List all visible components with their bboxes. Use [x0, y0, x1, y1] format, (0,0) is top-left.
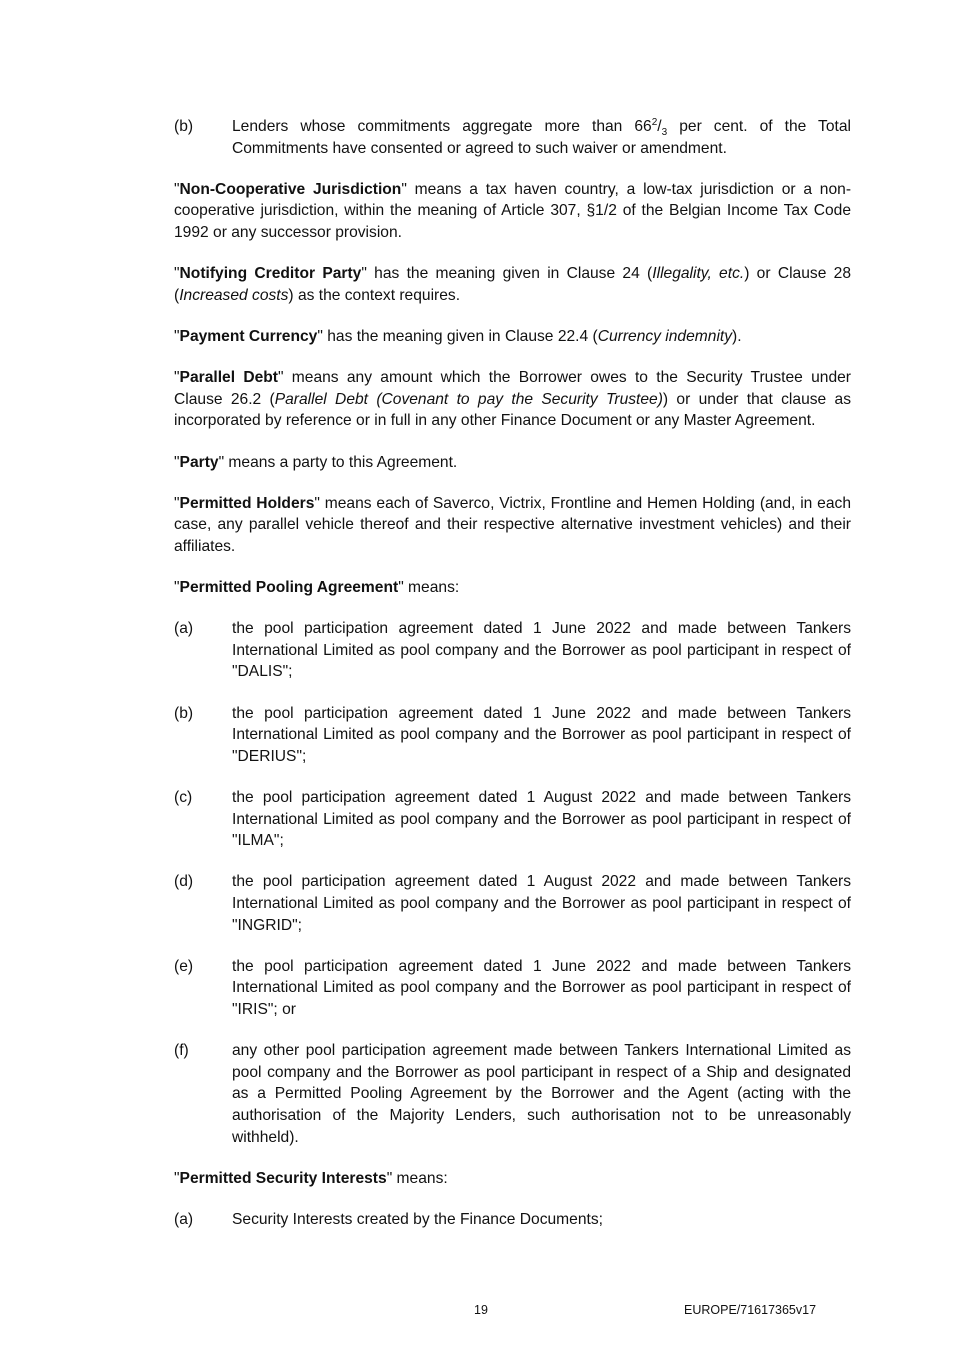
definition-party: "Party" means a party to this Agreement. [174, 453, 458, 471]
defined-term: Notifying Creditor Party [179, 265, 362, 283]
list-item [174, 956, 851, 1021]
list-item-label: (c) [174, 789, 193, 806]
definition-permitted-holders: "Permitted Holders" means each of Saverco, Victrix, Frontline and Hemen Holding (and, in each case, any parallel vehicle thereof and their respective alternative investment vehicles) and their affiliates. [174, 494, 851, 555]
clause-title: Currency indemnity [597, 327, 733, 345]
list-item-text: any other pool participation agreement made between Tankers International Limited as pool company and the Borrower as pool participant in respect of a Ship and designated as a Permitted Pooling Agreement by the Borrower and the Agent (acting with the authorisation of the Majority Lenders, such authorisation not to be unreasonably withheld). [232, 1042, 851, 1146]
definition-non-cooperative-jurisdiction: "Non-Cooperative Jurisdiction" means a tax haven country, a low-tax jurisdiction or a non-cooperative jurisdiction, within the meaning of Article 307, §1/2 of the Belgian Income Tax Code 1992 or any successor provision. [174, 180, 852, 241]
definition-permitted-pooling-agreement: "Permitted Pooling Agreement" means: [174, 579, 460, 597]
defined-term: Parallel Debt [179, 369, 278, 387]
list-item [174, 618, 851, 683]
list-item-text: Lenders whose commitments aggregate more than $66^2/_3$ per cent. of the Total Commitments have consented or agreed to such waiver or amendment. [232, 116, 851, 157]
definition-notifying-creditor-party: "Notifying Creditor Party" has the meaning given in Clause 24 (Illegality, etc.) or Clause 28 (Increased costs) as the context requires. [174, 265, 851, 304]
list-item-text: the pool participation agreement dated 1 August 2022 and made between Tankers International Limited as pool company and the Borrower as pool participant in respect of "INGRID"; [232, 873, 851, 934]
clause-title: Increased costs [179, 286, 289, 304]
list-item [174, 1209, 851, 1231]
list-item-label: (b) [174, 704, 194, 722]
list-item-text: the pool participation agreement dated 1 June 2022 and made between Tankers International Limited as pool company and the Borrower as pool participant in respect of "DALIS"; [232, 620, 851, 681]
definition-parallel-debt: "Parallel Debt" means any amount which the Borrower owes to the Security Trustee under Clause 26.2 (Parallel Debt (Covenant to pay the Security Trustee)) or under that clause as incorporated by reference or in full in any other Finance Document or any Master Agreement. [174, 369, 851, 430]
list-item [174, 871, 851, 936]
list-item [174, 116, 851, 159]
defined-term: Permitted Security Interests [179, 1169, 387, 1187]
list-item-label: (d) [174, 873, 194, 891]
clause-title: Illegality, etc. [652, 265, 745, 283]
defined-term: Payment Currency [179, 327, 318, 345]
list-item-label: (e) [174, 957, 194, 975]
document-reference: EUROPE/71617365v17 [684, 1303, 817, 1317]
list-item-text: the pool participation agreement dated 1 June 2022 and made between Tankers International Limited as pool company and the Borrower as pool participant in respect of "IRIS"; or [232, 957, 851, 1018]
list-item-label: (a) [174, 620, 194, 638]
list-item-text: the pool participation agreement dated 1 August 2022 and made between Tankers International Limited as pool company and the Borrower as pool participant in respect of "ILMA"; [232, 789, 851, 850]
list-item [174, 787, 851, 852]
list-item [174, 1040, 851, 1148]
list-item-text: Security Interests created by the Finance Documents; [232, 1210, 603, 1228]
definition-payment-currency: "Payment Currency" has the meaning given in Clause 22.4 (Currency indemnity). [174, 327, 742, 345]
list-item-label: (b) [174, 118, 194, 135]
definition-permitted-security-interests: "Permitted Security Interests" means: [174, 1169, 448, 1187]
list-item-label: (f) [174, 1042, 189, 1060]
defined-term: Party [179, 453, 219, 471]
list-item-text: the pool participation agreement dated 1 June 2022 and made between Tankers International Limited as pool company and the Borrower as pool participant in respect of "DERIUS"; [232, 704, 851, 765]
page-number: 19 [474, 1303, 488, 1317]
defined-term: Permitted Pooling Agreement [179, 579, 399, 597]
list-item [174, 703, 851, 768]
clause-title: Parallel Debt (Covenant to pay the Security Trustee) [274, 390, 663, 408]
defined-term: Non-Cooperative Jurisdiction [179, 180, 402, 198]
page-body [174, 116, 851, 1250]
list-item-label: (a) [174, 1210, 194, 1228]
defined-term: Permitted Holders [179, 494, 315, 512]
